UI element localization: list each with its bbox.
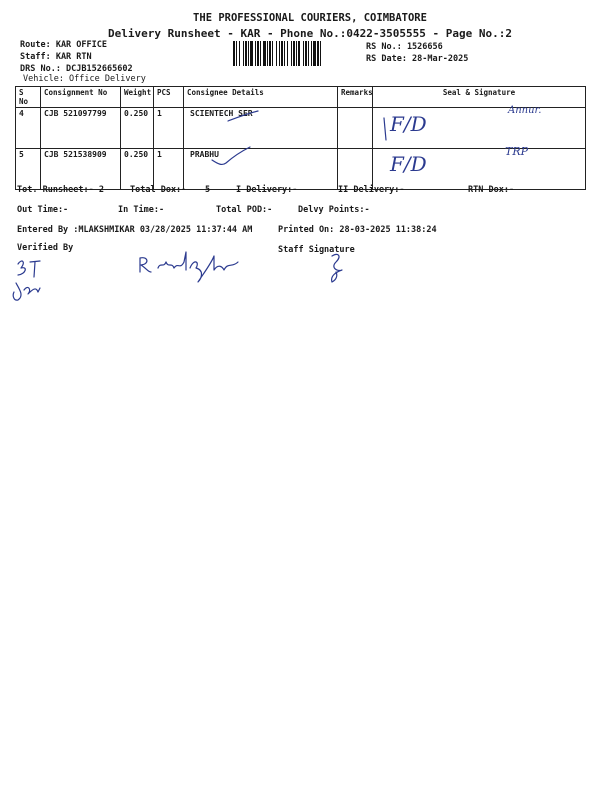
verifier-scribble-oni [24,287,40,294]
signature-lakshmi [190,256,238,282]
total-dox-label: Total Dox:- [130,185,187,195]
row-pcs: 1 [154,108,184,149]
row-weight: 0.250 [121,108,154,149]
row-consignee: SCIENTECH SER [184,108,338,149]
delvy-points-label: Delvy Points:- [298,205,370,215]
col-header-seal: Seal & Signature [373,87,586,108]
handwritten-signer-name: Annur. [508,105,542,116]
col-header-sno: S No [16,87,41,108]
staff-squiggle [332,254,342,282]
verifier-initials-t [30,261,40,277]
in-time-label: In Time:- [118,205,165,215]
drs-number: DRS No.: DCJB152665602 [20,64,133,74]
tot-runsheet: Tot. Runsheet:- 2 [17,185,104,195]
handwritten-signer-name: TRP [505,145,529,158]
col-header-weight: Weight [121,87,154,108]
signature-muthu [158,252,186,270]
company-title: THE PROFESSIONAL COURIERS, COIMBATORE [193,12,427,24]
row-sno: 5 [16,149,41,190]
route-label: Route: KAR OFFICE [20,40,107,50]
total-dox-value: 5 [205,185,211,195]
verified-by-label: Verified By [17,243,74,253]
ii-delivery-label: II Delivery:- [338,185,405,195]
printed-on: Printed On: 28-03-2025 11:38:24 [278,225,437,235]
col-header-consignment: Consignment No [41,87,121,108]
col-header-consignee: Consignee Details [184,87,338,108]
entered-by: Entered By :MLAKSHMIKAR 03/28/2025 11:37:44 AM [17,225,253,235]
handwritten-fd-mark: F/D [390,152,427,176]
row-pcs: 1 [154,149,184,190]
verifier-initials-b [18,261,25,275]
out-time-label: Out Time:- [17,205,69,215]
total-pod-label: Total POD:- [216,205,273,215]
staff-signature-label: Staff Signature [278,245,355,255]
row-weight: 0.250 [121,149,154,190]
rs-number: RS No.: 1526656 [366,42,443,52]
col-header-pcs: PCS [154,87,184,108]
handwritten-signatures [0,0,600,320]
row-consignment: CJB 521097799 [41,108,121,149]
vehicle-label: Vehicle: Office Delivery [23,74,146,84]
rs-date: RS Date: 28-Mar-2025 [366,54,469,64]
runsheet-subtitle: Delivery Runsheet - KAR - Phone No.:0422-3505555 - Page No.:2 [108,27,512,40]
col-header-remarks: Remarks [338,87,373,108]
row-sno: 4 [16,108,41,149]
staff-label: Staff: KAR RTN [20,52,92,62]
verifier-scribble-j [13,283,21,300]
handwritten-fd-mark: F/D [390,112,427,136]
row-consignment: CJB 521538909 [41,149,121,190]
signature-r [140,258,151,272]
i-delivery-label: I Delivery:- [236,185,298,195]
row-consignee: PRABHU [184,149,338,190]
rtn-dox-label: RTN Dox:- [468,185,515,195]
